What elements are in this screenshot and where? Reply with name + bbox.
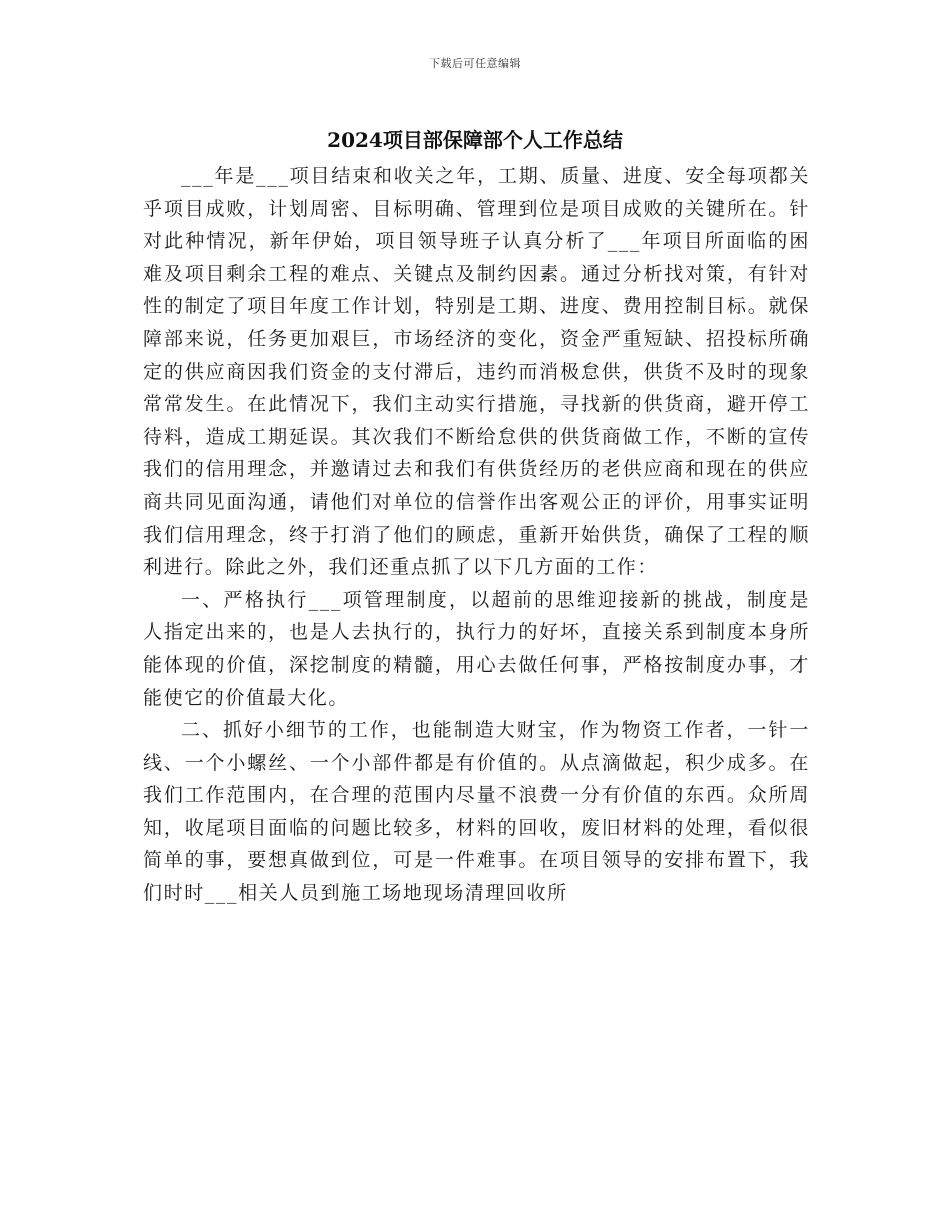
paragraph-point-one: 一、严格执行___项管理制度，以超前的思维迎接新的挑战，制度是人指定出来的，也是人去执行的，执行力的好坏，直接关系到制度本身所能体现的价值，深挖制度的精髓，用心去做任何事，严格按制度办事，才能使它的价值最大化。 — [143, 588, 810, 709]
paragraph-intro: ___年是___项目结束和收关之年，工期、质量、进度、安全每项都关乎项目成败，计划周密、目标明确、管理到位是项目成败的关键所在。针对此种情况，新年伊始，项目领导班子认真分析了___年项目所面临的困难及项目剩余工程的难点、关键点及制约因素。通过分析找对策，有针对性的制定了项目年度工作计划，特别是工期、进度、费用控制目标。就保障部来说，任务更加艰巨，市场经济的变化，资金严重短缺、招投标所确定的供应商因我们资金的支付滞后，违约而消极怠供，供货不及时的现象常常发生。在此情况下，我们主动实行措施，寻找新的供货商，避开停工待料，造成工期延误。其次我们不断给怠供的供货商做工作，不断的宣传我们的信用理念，并邀请过去和我们有供货经历的老供应商和现在的供应商共同见面沟通，请他们对单位的信誉作出客观公正的评价，用事实证明我们信用理念，终于打消了他们的顾虑，重新开始供货，确保了工程的顺利进行。除此之外，我们还重点抓了以下几方面的工作： — [143, 165, 810, 579]
document-title: 2024项目部保障部个人工作总结 — [327, 128, 623, 152]
paragraph-point-two: 二、抓好小细节的工作，也能制造大财宝，作为物资工作者，一针一线、一个小螺丝、一个小部件都是有价值的。从点滴做起，积少成多。在我们工作范围内，在合理的范围内尽量不浪费一分有价值的东西。众所周知，收尾项目面临的问题比较多，材料的回收，废旧材料的处理，看似很简单的事，要想真做到位，可是一件难事。在项目领导的安排布置下，我们时时___相关人员到施工场地现场清理回收所 — [143, 719, 810, 905]
document-body — [143, 160, 810, 910]
page-header-note: 下载后可任意编辑 — [429, 57, 521, 70]
